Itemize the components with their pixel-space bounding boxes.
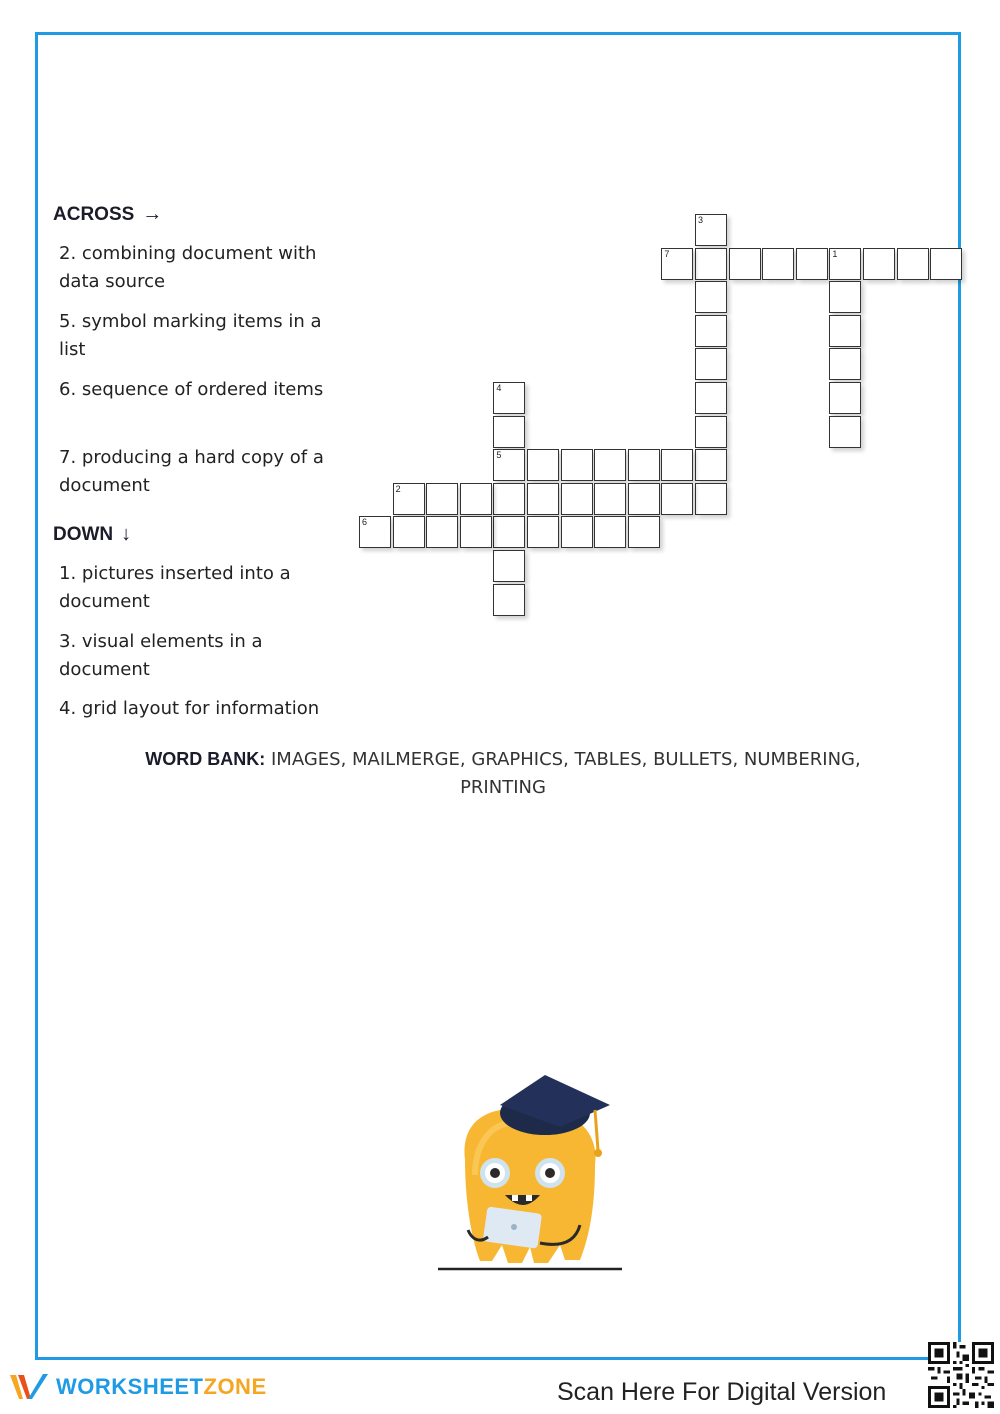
down-clue-4: 4. grid layout for information	[59, 698, 320, 719]
crossword-cell[interactable]	[695, 281, 727, 313]
clue-number: 4	[496, 383, 502, 393]
crossword-cell[interactable]	[527, 516, 559, 548]
crossword-cell[interactable]	[527, 449, 559, 481]
crossword-cell[interactable]	[493, 516, 525, 548]
crossword-cell[interactable]	[460, 516, 492, 548]
across-clue-6: 6. sequence of ordered items	[59, 379, 324, 400]
crossword-cell[interactable]	[393, 483, 425, 515]
crossword-cell[interactable]	[829, 281, 861, 313]
down-clue-3: 3. visual elements in a document	[59, 631, 263, 680]
across-heading	[53, 203, 162, 226]
crossword-cell[interactable]	[829, 248, 861, 280]
crossword-cell[interactable]	[527, 483, 559, 515]
brand-name	[56, 1374, 267, 1400]
crossword-cell[interactable]	[594, 516, 626, 548]
crossword-cell[interactable]	[897, 248, 929, 280]
clue-number: 3	[698, 215, 704, 225]
clue-number: 7	[664, 248, 670, 259]
crossword-cell[interactable]	[762, 248, 794, 280]
crossword-cell[interactable]	[493, 584, 525, 616]
scan-instruction: Scan Here For Digital Version	[557, 1378, 887, 1406]
across-clue-2: 2. combining document with data source	[59, 243, 317, 292]
crossword-cell[interactable]	[695, 214, 727, 246]
brand-name-part1: WORKSHEET	[56, 1374, 204, 1399]
crossword-cell[interactable]	[594, 449, 626, 481]
word-bank-label: WORD BANK:	[145, 749, 266, 769]
crossword-cell[interactable]	[661, 248, 693, 280]
crossword-cell[interactable]	[493, 483, 525, 515]
word-bank-words: IMAGES, MAILMERGE, GRAPHICS, TABLES, BULLETS, NUMBERING, PRINTING	[270, 749, 861, 798]
crossword-cell[interactable]	[829, 315, 861, 347]
crossword-cell[interactable]	[930, 248, 962, 280]
crossword-cell[interactable]	[426, 483, 458, 515]
word-bank	[100, 745, 906, 802]
crossword-cell[interactable]	[829, 416, 861, 448]
crossword-cell[interactable]	[863, 248, 895, 280]
crossword-cell[interactable]	[561, 516, 593, 548]
crossword-cell[interactable]	[661, 449, 693, 481]
clue-number: 2	[395, 483, 401, 494]
crossword-cell[interactable]	[695, 483, 727, 515]
crossword-cell[interactable]	[695, 416, 727, 448]
across-clue-5: 5. symbol marking items in a list	[59, 311, 322, 360]
crossword-cell[interactable]	[695, 315, 727, 347]
crossword-cell[interactable]	[628, 516, 660, 548]
crossword-cell[interactable]	[829, 382, 861, 414]
brand-name-part2: ZONE	[203, 1374, 267, 1399]
crossword-cell[interactable]	[796, 248, 828, 280]
crossword-cell[interactable]	[628, 449, 660, 481]
crossword-cell[interactable]	[493, 382, 525, 414]
mascot-illustration	[430, 1065, 630, 1275]
crossword-cell[interactable]	[561, 449, 593, 481]
worksheetzone-logo[interactable]	[8, 1372, 267, 1402]
crossword-cell[interactable]	[695, 248, 727, 280]
clue-number: 5	[496, 450, 502, 461]
crossword-cell[interactable]	[460, 483, 492, 515]
crossword-cell[interactable]	[729, 248, 761, 280]
crossword-cell[interactable]	[493, 449, 525, 481]
crossword-cell[interactable]	[628, 483, 660, 515]
arrow-down-icon: ↓	[121, 523, 132, 545]
across-heading-label: ACROSS	[53, 203, 135, 225]
crossword-cell[interactable]	[695, 348, 727, 380]
crossword-cell[interactable]	[695, 382, 727, 414]
crossword-cell[interactable]	[359, 516, 391, 548]
across-clue-7: 7. producing a hard copy of a document	[59, 447, 324, 496]
crossword-cell[interactable]	[493, 550, 525, 582]
crossword-cell[interactable]	[695, 449, 727, 481]
worksheetzone-logo-icon	[8, 1372, 50, 1402]
down-heading-label: DOWN	[53, 523, 114, 545]
down-heading	[53, 523, 131, 546]
crossword-cell[interactable]	[661, 483, 693, 515]
crossword-cell[interactable]	[561, 483, 593, 515]
clue-number: 1	[832, 248, 838, 259]
crossword-cell[interactable]	[493, 416, 525, 448]
crossword-cell[interactable]	[393, 516, 425, 548]
crossword-cell[interactable]	[426, 516, 458, 548]
crossword-cell[interactable]	[594, 483, 626, 515]
clue-number: 6	[362, 517, 368, 528]
qr-code[interactable]	[928, 1342, 994, 1408]
down-clue-1: 1. pictures inserted into a document	[59, 563, 291, 612]
arrow-right-icon: →	[142, 203, 163, 225]
crossword-cell[interactable]	[829, 348, 861, 380]
